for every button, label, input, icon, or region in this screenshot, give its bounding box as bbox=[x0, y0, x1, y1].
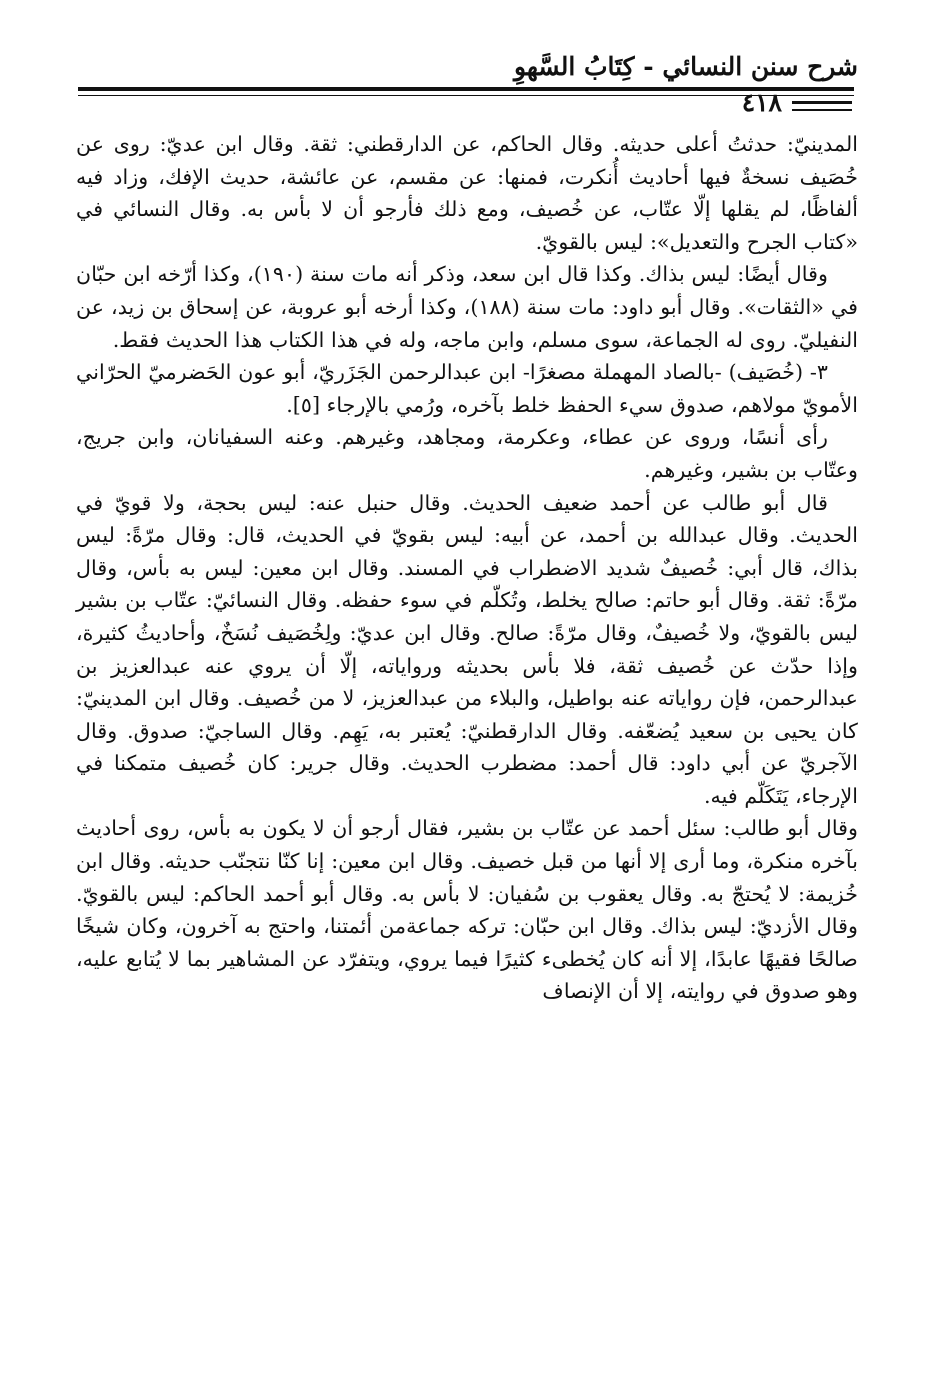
paragraph-narrator-heading: ٣- (خُصَيف) -بالصاد المهملة مصغرًا- ابن عبدالرحمن الجَزَريّ، أبو عون الحَضرميّ الحرّاني الأمويّ مولاهم، صدوق سيء الحفظ خلط بآخره، ورُمي بالإرجاء [٥]. bbox=[76, 360, 858, 417]
page-number-rule-thin bbox=[792, 109, 852, 111]
page-header-title: شرح سنن النسائي - كِتَابُ السَّهوِ bbox=[513, 52, 858, 81]
paragraph-5: قال أبو طالب عن أحمد ضعيف الحديث. وقال حنبل عنه: ليس بحجة، ولا قويّ في الحديث. وقال عبدالله بن أحمد، عن أبيه: ليس بقويّ في الحديث، قال: وقال مرّةً: ليس بذاك، قال أبي: خُصيفٌ شديد الاضطراب في المسند. وقال ابن معين: ليس به بأس، وقال مرّةً: ثقة. وقال أبو حاتم: صالح يخلط، وتُكلّم في سوء حفظه. وقال النسائيّ: عتّاب بن بشير ليس بالقويّ، ولا خُصيفٌ، وقال مرّةً: صالح. وقال ابن عديّ: ولِخُصَيف نُسَخٌ، وأحاديثُ كثيرة، وإذا حدّث عن خُصيف ثقة، فلا بأس بحديثه ورواياته، إلّا أن يروي عنه عبدالعزيز بن عبدالرحمن، فإن رواياته عنه بواطيل، والبلاء من عبدالعزيز، لا من خُصيف. وقال ابن المدينيّ: كان يحيى بن سعيد يُضعّفه. وقال الدارقطنيّ: يُعتبر به، يَهِم. وقال الساجيّ: صدوق. وقال الآجريّ عن أبي داود: قال أحمد: مضطرب الحديث. وقال جرير: كان خُصيف متمكنا في الإرجاء، يَتَكَلّم فيه. bbox=[76, 490, 858, 808]
page-number: ٤١٨ bbox=[741, 88, 782, 117]
paragraph-1: المدينيّ: حدثتُ أعلى حديثه. وقال الحاكم، عن الدارقطني: ثقة. وقال ابن عديّ: روى عن خُصَيف نسخةٌ فيها أحاديث أُنكرت، فمنها: عن مقسم، عن عائشة، حديث الإفك، وزاد فيه ألفاظًا، لم يقلها إلّا عتّاب، عن خُصيف، ومع ذلك فأرجو أن لا بأس به. وقال النسائي في «كتاب الجرح والتعديل»: ليس بالقويّ. bbox=[76, 132, 858, 254]
paragraph-4: رأى أنسًا، وروى عن عطاء، وعكرمة، ومجاهد، وغيرهم. وعنه السفيانان، وابن جريج، وعتّاب بن بشير، وغيرهم. bbox=[76, 425, 858, 482]
header-rule bbox=[78, 87, 854, 91]
body-text bbox=[76, 128, 858, 1008]
header-rule-thin bbox=[78, 95, 854, 96]
paragraph-6: وقال أبو طالب: سئل أحمد عن عتّاب بن بشير، فقال أرجو أن لا يكون به بأس، روى أحاديث بآخره منكرة، وما أرى إلا أنها من قبل خصيف. وقال ابن معين: إنا كنّا نتجنّب حديثه. وقال ابن خُزيمة: لا يُحتجّ به. وقال يعقوب بن سُفيان: لا بأس به. وقال أبو أحمد الحاكم: ليس بالقويّ. وقال الأزديّ: ليس بذاك. وقال ابن حبّان: تركه جماعةمن أئمتنا، واحتج به آخرون، وكان شيخًا صالحًا فقيهًا عابدًا، إلا أنه كان يُخطىء كثيرًا فيما يروي، ويتفرّد عن المشاهير بما لا يُتابع عليه، وهو صدوق في روايته، إلا أن الإنصاف bbox=[76, 816, 858, 1004]
paragraph-2: وقال أيضًا: ليس بذاك. وكذا قال ابن سعد، وذكر أنه مات سنة (١٩٠)، وكذا أرّخه ابن حبّان في «الثقات». وقال أبو داود: مات سنة (١٨٨)، وكذا أرخه أبو عروبة، عن إسحاق بن زيد، عن النفيليّ. روى له الجماعة، سوى مسلم، وابن ماجه، وله في هذا الكتاب هذا الحديث فقط. bbox=[76, 262, 858, 352]
page-number-rule bbox=[792, 101, 852, 104]
